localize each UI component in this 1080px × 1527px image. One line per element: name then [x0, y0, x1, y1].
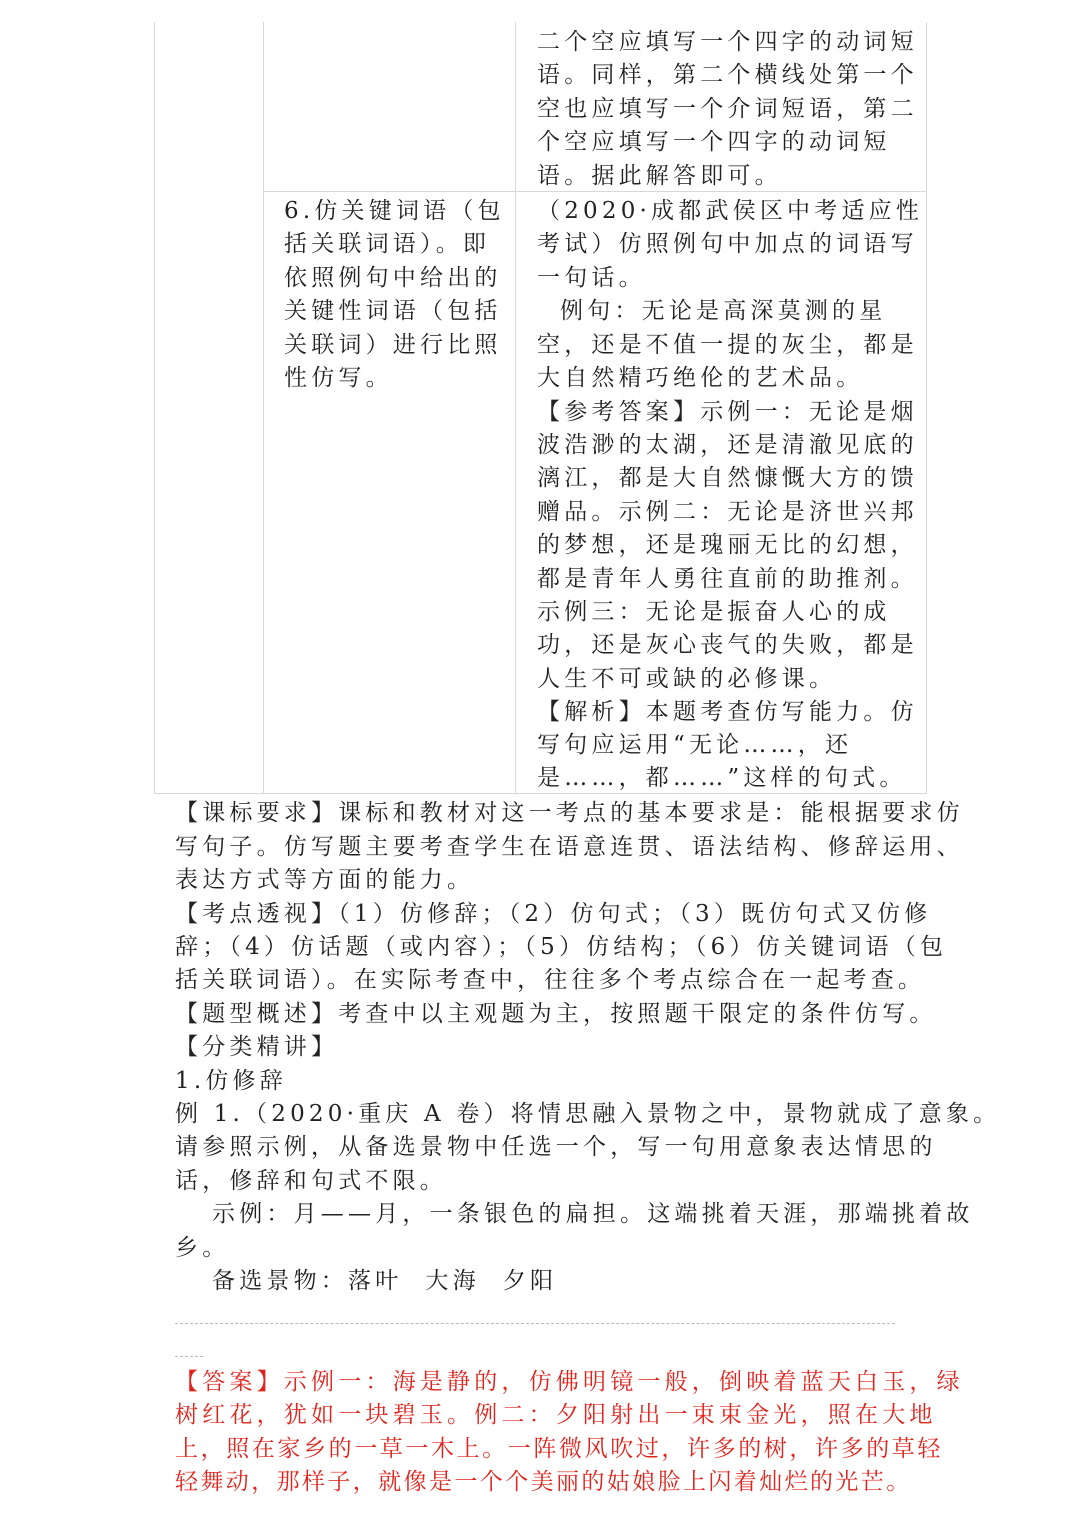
text-line: 括关联词语）。在实际考查中，往往多个考点综合在一起考查。: [175, 967, 926, 993]
text-line: 空，还是不值一提的灰尘，都是: [537, 332, 918, 358]
text-line: 6.仿关键词语（包: [284, 198, 505, 224]
answer-line: 【答案】示例一：海是静的，仿佛明镜一般，倒映着蓝天白玉，绿: [175, 1369, 964, 1395]
text-line: 二个空应填写一个四字的动词短: [537, 29, 918, 55]
answer-blank-line-tail: [175, 1356, 203, 1357]
answer-blank-line: [175, 1323, 895, 1324]
text-line: 个空应填写一个四字的动词短: [537, 129, 891, 155]
text-line: 备选景物：落叶 大海 夕阳: [212, 1268, 558, 1294]
text-line: 依照例句中给出的: [284, 265, 502, 291]
text-line: 辞；（4）仿话题（或内容）；（5）仿结构；（6）仿关键词语（包: [175, 934, 948, 960]
text-line: （2020·成都武侯区中考适应性: [537, 198, 924, 224]
table-divider-1: [263, 22, 264, 794]
text-line: 大自然精巧绝伦的艺术品。: [537, 365, 864, 391]
text-line: 例 1.（2020·重庆 A 卷）将情思融入景物之中，景物就成了意象。: [175, 1101, 1001, 1127]
text-line: 功，还是灰心丧气的失败，都是: [537, 632, 918, 658]
text-line: 都是青年人勇往直前的助推剂。: [537, 566, 918, 592]
answer-line: 轻舞动，那样子，就像是一个个美丽的姑娘脸上闪着灿烂的光芒。: [175, 1469, 912, 1495]
text-line: 语。同样，第二个横线处第一个: [537, 62, 918, 88]
text-line: 人生不可或缺的必修课。: [537, 666, 837, 692]
text-line: 示例：月——月，一条银色的扁担。这端挑着天涯，那端挑着故: [212, 1201, 974, 1227]
text-line: 请参照示例，从备选景物中任选一个，写一句用意象表达情思的: [175, 1134, 937, 1160]
text-line: 【解析】本题考查仿写能力。仿: [537, 699, 918, 725]
text-line: 写句子。仿写题主要考查学生在语意连贯、语法结构、修辞运用、: [175, 834, 964, 860]
text-line: 话，修辞和句式不限。: [175, 1168, 447, 1194]
text-line: 一句话。: [537, 265, 646, 291]
text-line: 赠品。示例二：无论是济世兴邦: [537, 499, 918, 525]
text-line: 【题型概述】考查中以主观题为主，按照题干限定的条件仿写。: [175, 1001, 937, 1027]
text-line: 波浩渺的太湖，还是清澈见底的: [537, 432, 918, 458]
table-divider-2: [515, 22, 516, 794]
text-line: 括关联词语）。即: [284, 231, 491, 257]
text-line: 【考点透视】（1）仿修辞；（2）仿句式；（3）既仿句式又仿修: [175, 901, 932, 927]
answer-line: 上，照在家乡的一草一木上。一阵微风吹过，许多的树，许多的草轻: [175, 1436, 943, 1462]
table-border-right: [926, 22, 927, 794]
text-line: 乡。: [175, 1235, 230, 1261]
text-line: 【参考答案】示例一：无论是烟: [537, 399, 918, 425]
text-line: 示例三：无论是振奋人心的成: [537, 599, 891, 625]
text-line: 例句：无论是高深莫测的星: [537, 298, 887, 324]
text-line: 漓江，都是大自然慷慨大方的馈: [537, 465, 918, 491]
answer-line: 树红花，犹如一块碧玉。例二：夕阳射出一束束金光，照在大地: [175, 1402, 937, 1428]
text-line: 考试）仿照例句中加点的词语写: [537, 231, 918, 257]
text-line: 语。据此解答即可。: [537, 163, 782, 189]
text-line: 空也应填写一个介词短语，第二: [537, 96, 918, 122]
text-line: 性仿写。: [284, 365, 393, 391]
text-line: 表达方式等方面的能力。: [175, 867, 475, 893]
text-line: 写句应运用“无论……，还: [537, 732, 853, 758]
text-line: 是……，都……”这样的句式。: [537, 765, 907, 791]
text-line: 关联词）进行比照: [284, 332, 502, 358]
table-border-left: [154, 22, 155, 794]
section-heading: 【分类精讲】: [175, 1034, 339, 1060]
text-line: 关键性词语（包括: [284, 298, 502, 324]
subsection-heading: 1.仿修辞: [175, 1068, 287, 1094]
text-line: 的梦想，还是瑰丽无比的幻想，: [537, 532, 918, 558]
text-line: 【课标要求】课标和教材对这一考点的基本要求是：能根据要求仿: [175, 800, 964, 826]
